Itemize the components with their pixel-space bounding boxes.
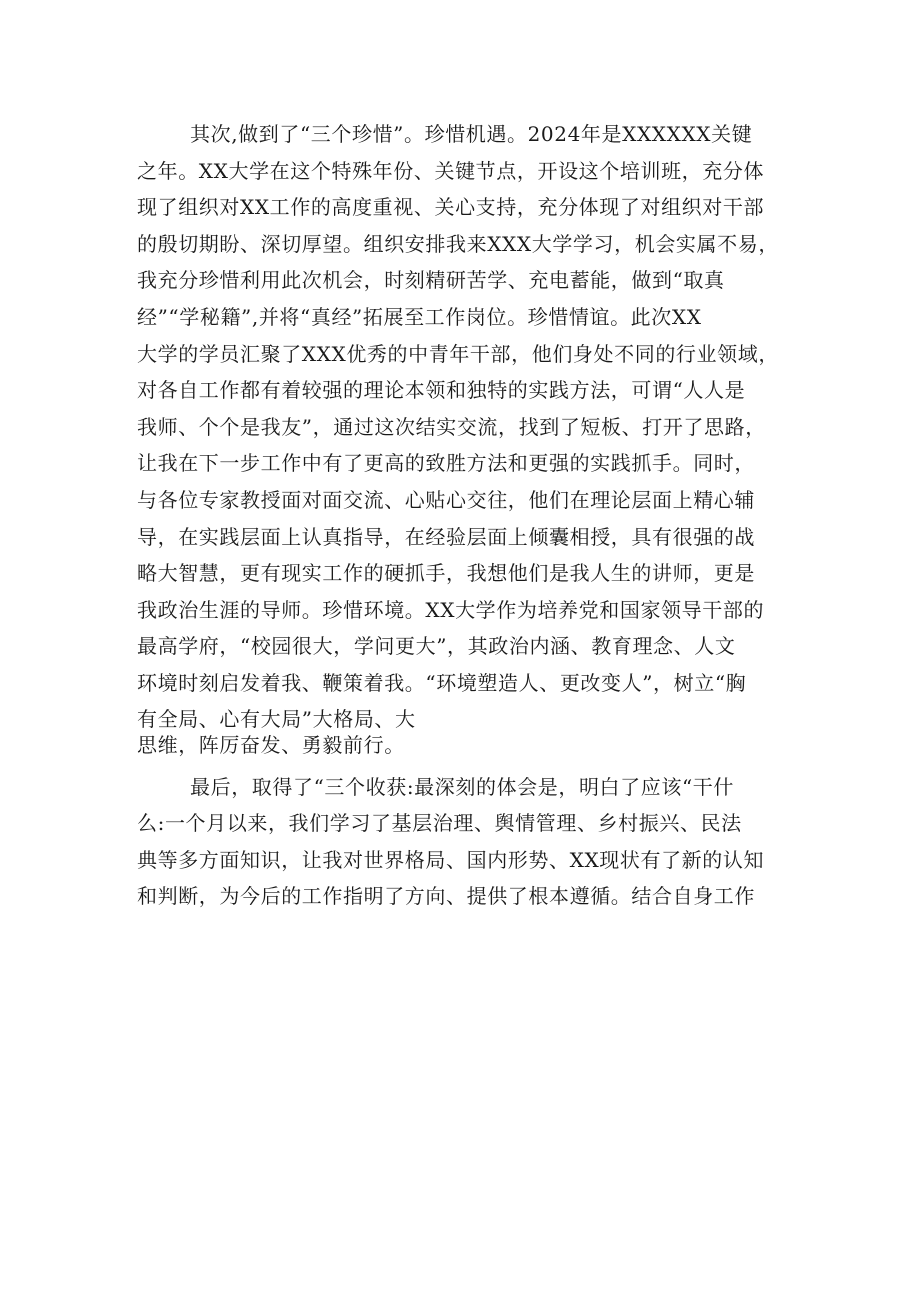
text-line: 最高学府，“校园很大，学问更大”，其政治内涵、教育理念、人文 <box>137 634 736 659</box>
text-line: 有全局、心有大局”大格局、大 <box>137 706 416 731</box>
text-line: 略大智慧，更有现实工作的硬抓手，我想他们是我人生的讲师，更是 <box>137 561 755 586</box>
text-line: 我师、个个是我友”，通过这次结实交流，找到了短板、打开了思路， <box>137 414 766 439</box>
text-line: 导，在实践层面上认真指导，在经验层面上倾囊相授，具有很强的战 <box>137 524 755 549</box>
text-line: 我充分珍惜利用此次机会，时刻精研苦学、充电蓄能，做到“取真 <box>137 268 725 293</box>
text-line: 现了组织对XX工作的高度重视、关心支持，充分体现了对组织对干部 <box>137 195 765 220</box>
text-line: 对各自工作都有着较强的理论本领和独特的实践方法，可谓“人人是 <box>137 378 746 403</box>
text-line: 其次,做到了“三个珍惜”。珍惜机遇。2024年是XXXXXX关键 <box>190 122 753 146</box>
text-line: 大学的学员汇聚了XXX优秀的中青年干部，他们身处不同的行业领域， <box>137 341 779 366</box>
text-line: 我政治生涯的导师。珍惜环境。XX大学作为培养党和国家领导干部的 <box>137 597 765 622</box>
text-line: 的殷切期盼、深切厚望。组织安排我来XXX大学学习，机会实属不易， <box>137 231 779 256</box>
paragraph-gap <box>137 759 797 769</box>
text-line: 么:一个月以来，我们学习了基层治理、舆情管理、乡村振兴、民法 <box>137 811 742 836</box>
text-line: 环境时刻启发着我、鞭策着我。“环境塑造人、更改变人”，树立“胸 <box>137 670 747 695</box>
text-line: 和判断，为今后的工作指明了方向、提供了根本遵循。结合自身工作 <box>137 884 755 909</box>
document-page <box>137 116 797 915</box>
paragraph-2 <box>137 769 797 915</box>
text-line: 思维，阵厉奋发、勇毅前行。 <box>137 732 405 757</box>
text-line: 之年。XX大学在这个特殊年份、关键节点，开设这个培训班，充分体 <box>137 158 765 183</box>
text-line: 经”“学秘籍”,并将“真经”拓展至工作岗位。珍惜情谊。此次XX <box>137 304 702 329</box>
text-line: 与各位专家教授面对面交流、心贴心交往，他们在理论层面上精心辅 <box>137 487 755 512</box>
text-line: 最后，取得了“三个收获:最深刻的体会是，明白了应该“干什 <box>190 774 734 799</box>
paragraph-1 <box>137 116 797 759</box>
text-line: 让我在下一步工作中有了更高的致胜方法和更强的实践抓手。同时， <box>137 451 755 476</box>
text-line: 典等多方面知识，让我对世界格局、国内形势、XX现状有了新的认知 <box>137 847 765 872</box>
